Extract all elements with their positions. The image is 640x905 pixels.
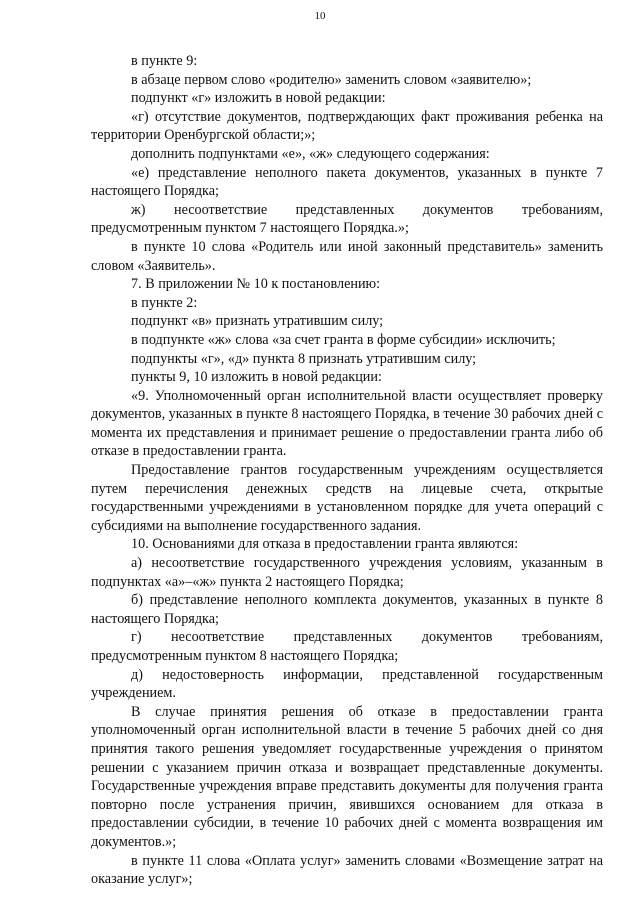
paragraph: В случае принятия решения об отказе в предоставлении гранта уполномоченный орган исполнительной власти в течение 5 рабочих дней со дня принятия такого решения уведомляет государственные учреждения о принятом решении с указанием причин отказа и возвращает представленные документы. Государственные учреждения вправе представить документы для получения гранта повторно после устранения причин, явившихся основанием для отказа в предоставлении субсидии, в течение 10 рабочих дней с момента возвращения им документов.»; [91,703,603,850]
paragraph: подпункт «в» признать утратившим силу; [131,313,384,330]
paragraph: б) представление неполного комплекта документов, указанных в пункте 8 настоящего Порядка; [91,592,603,627]
document-body [91,52,603,889]
paragraph: а) несоответствие государственного учреждения условиям, указанным в подпунктах «а»–«ж» пункта 2 настоящего Порядка; [91,555,603,590]
paragraph: в пункте 2: [131,294,198,311]
paragraph: в пункте 10 слова «Родитель или иной законный представитель» заменить словом «Заявитель». [91,238,603,274]
paragraph: дополнить подпунктами «е», «ж» следующего содержания: [131,145,490,162]
paragraph: 10. Основаниями для отказа в предоставлении гранта являются: [131,536,519,553]
paragraph: подпункт «г» изложить в новой редакции: [131,90,386,107]
paragraph: в абзаце первом слово «родителю» заменить словом «заявителю»; [131,71,532,88]
paragraph: «г) отсутствие документов, подтверждающих факт проживания ребенка на территории Оренбургской области;»; [91,108,603,144]
paragraph: подпункты «г», «д» пункта 8 признать утратившим силу; [131,350,477,367]
paragraph: г) несоответствие представленных документов требованиям, предусмотренным пунктом 8 настоящего Порядка; [91,629,603,664]
paragraph: 7. В приложении № 10 к постановлению: [131,276,381,293]
paragraph: Предоставление грантов государственным учреждениям осуществляется путем перечисления денежных средств на лицевые счета, открытые государственными учреждениями в установленном порядке для учета операций с субсидиями на выполнение государственного задания. [91,462,603,534]
paragraph: в пункте 9: [131,53,198,69]
paragraph: пункты 9, 10 изложить в новой редакции: [131,369,382,386]
paragraph: в пункте 11 слова «Оплата услуг» заменить словами «Возмещение затрат на оказание услуг»; [91,852,603,888]
paragraph: ж) несоответствие представленных документов требованиям, предусмотренным пунктом 7 настоящего Порядка.»; [91,201,603,237]
paragraph: «е) представление неполного пакета документов, указанных в пункте 7 настоящего Порядка; [91,164,603,200]
paragraph: д) недостоверность информации, представленной государственным учреждением. [91,666,603,702]
paragraph: в подпункте «ж» слова «за счет гранта в форме субсидии» исключить; [131,331,556,348]
paragraph: «9. Уполномоченный орган исполнительной власти осуществляет проверку документов, указанных в пункте 8 настоящего Порядка, в течение 30 рабочих дней с момента их представления и принимает решение о предоставлении гранта либо об отказе в предоставлении гранта. [91,387,603,460]
page-number: 10 [314,10,326,22]
